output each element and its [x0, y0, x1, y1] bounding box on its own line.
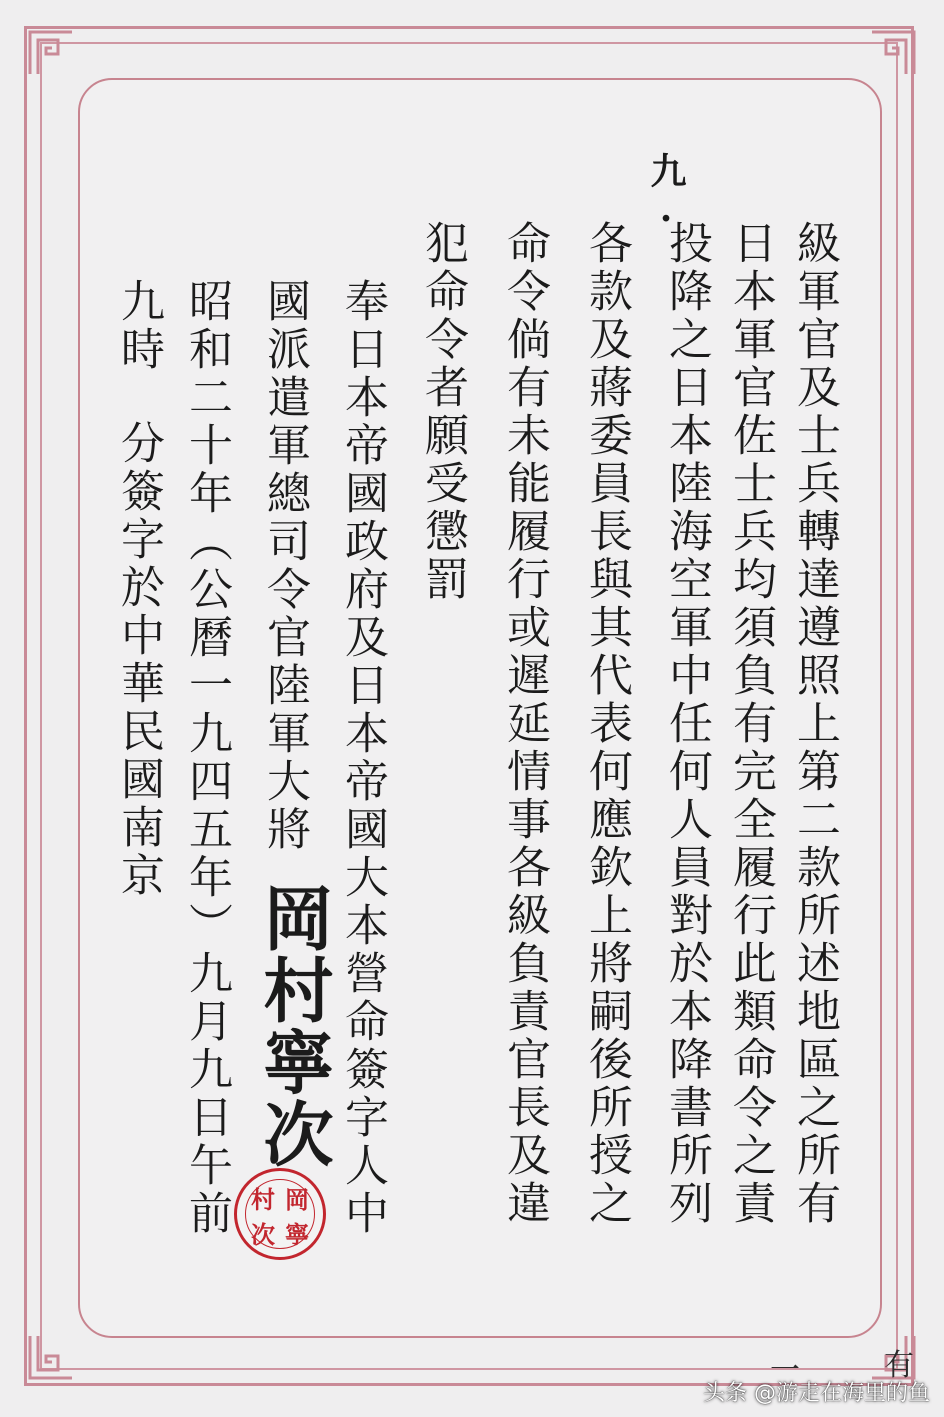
text-column-10: 九時 [113, 278, 164, 374]
text-column-7: 奉日本帝國政府及日本帝國大本營命簽字人中 [337, 278, 388, 1238]
text-column-2: 日本軍官佐士兵均須負有完全履行此類命令之責 [725, 220, 776, 1228]
corner-ornament-icon [870, 30, 916, 76]
seal-char: 岡 [285, 1185, 309, 1214]
seal-char: 村 [251, 1185, 275, 1214]
text-column-1: 級軍官及士兵轉達遵照上第二款所述地區之所有 [789, 220, 840, 1228]
text-column-3: 投降之日本陸海空軍中任何人員對於本降書所列 [661, 220, 712, 1228]
corner-ornament-icon [28, 1334, 74, 1380]
watermark: 头条 @游走在海里的鱼 [703, 1381, 930, 1406]
text-column-8: 國派遣軍總司令官陸軍大將 [259, 278, 310, 854]
seal-char: 次 [251, 1220, 275, 1249]
text-column-4: 各款及蔣委員長與其代表何應欽上將嗣後所授之 [581, 220, 632, 1228]
section-number: 九. [645, 152, 687, 230]
corner-ornament-icon [28, 30, 74, 76]
signature: 岡村寧次 [252, 882, 335, 1170]
text-column-9: 昭和二十年（公曆一九四五年）九月九日午前 [181, 278, 232, 1238]
text-column-6: 犯命令者願受懲罰 [417, 220, 468, 604]
text-column-11: 分簽字於中華民國南京 [113, 420, 164, 900]
text-column-5: 命令倘有未能履行或遲延情事各級負責官長及違 [499, 220, 550, 1228]
page-mark: 一 [770, 1353, 800, 1388]
page-mark: 有 [884, 1348, 914, 1383]
red-seal-icon [234, 1168, 326, 1260]
seal-char: 寧 [285, 1220, 309, 1249]
